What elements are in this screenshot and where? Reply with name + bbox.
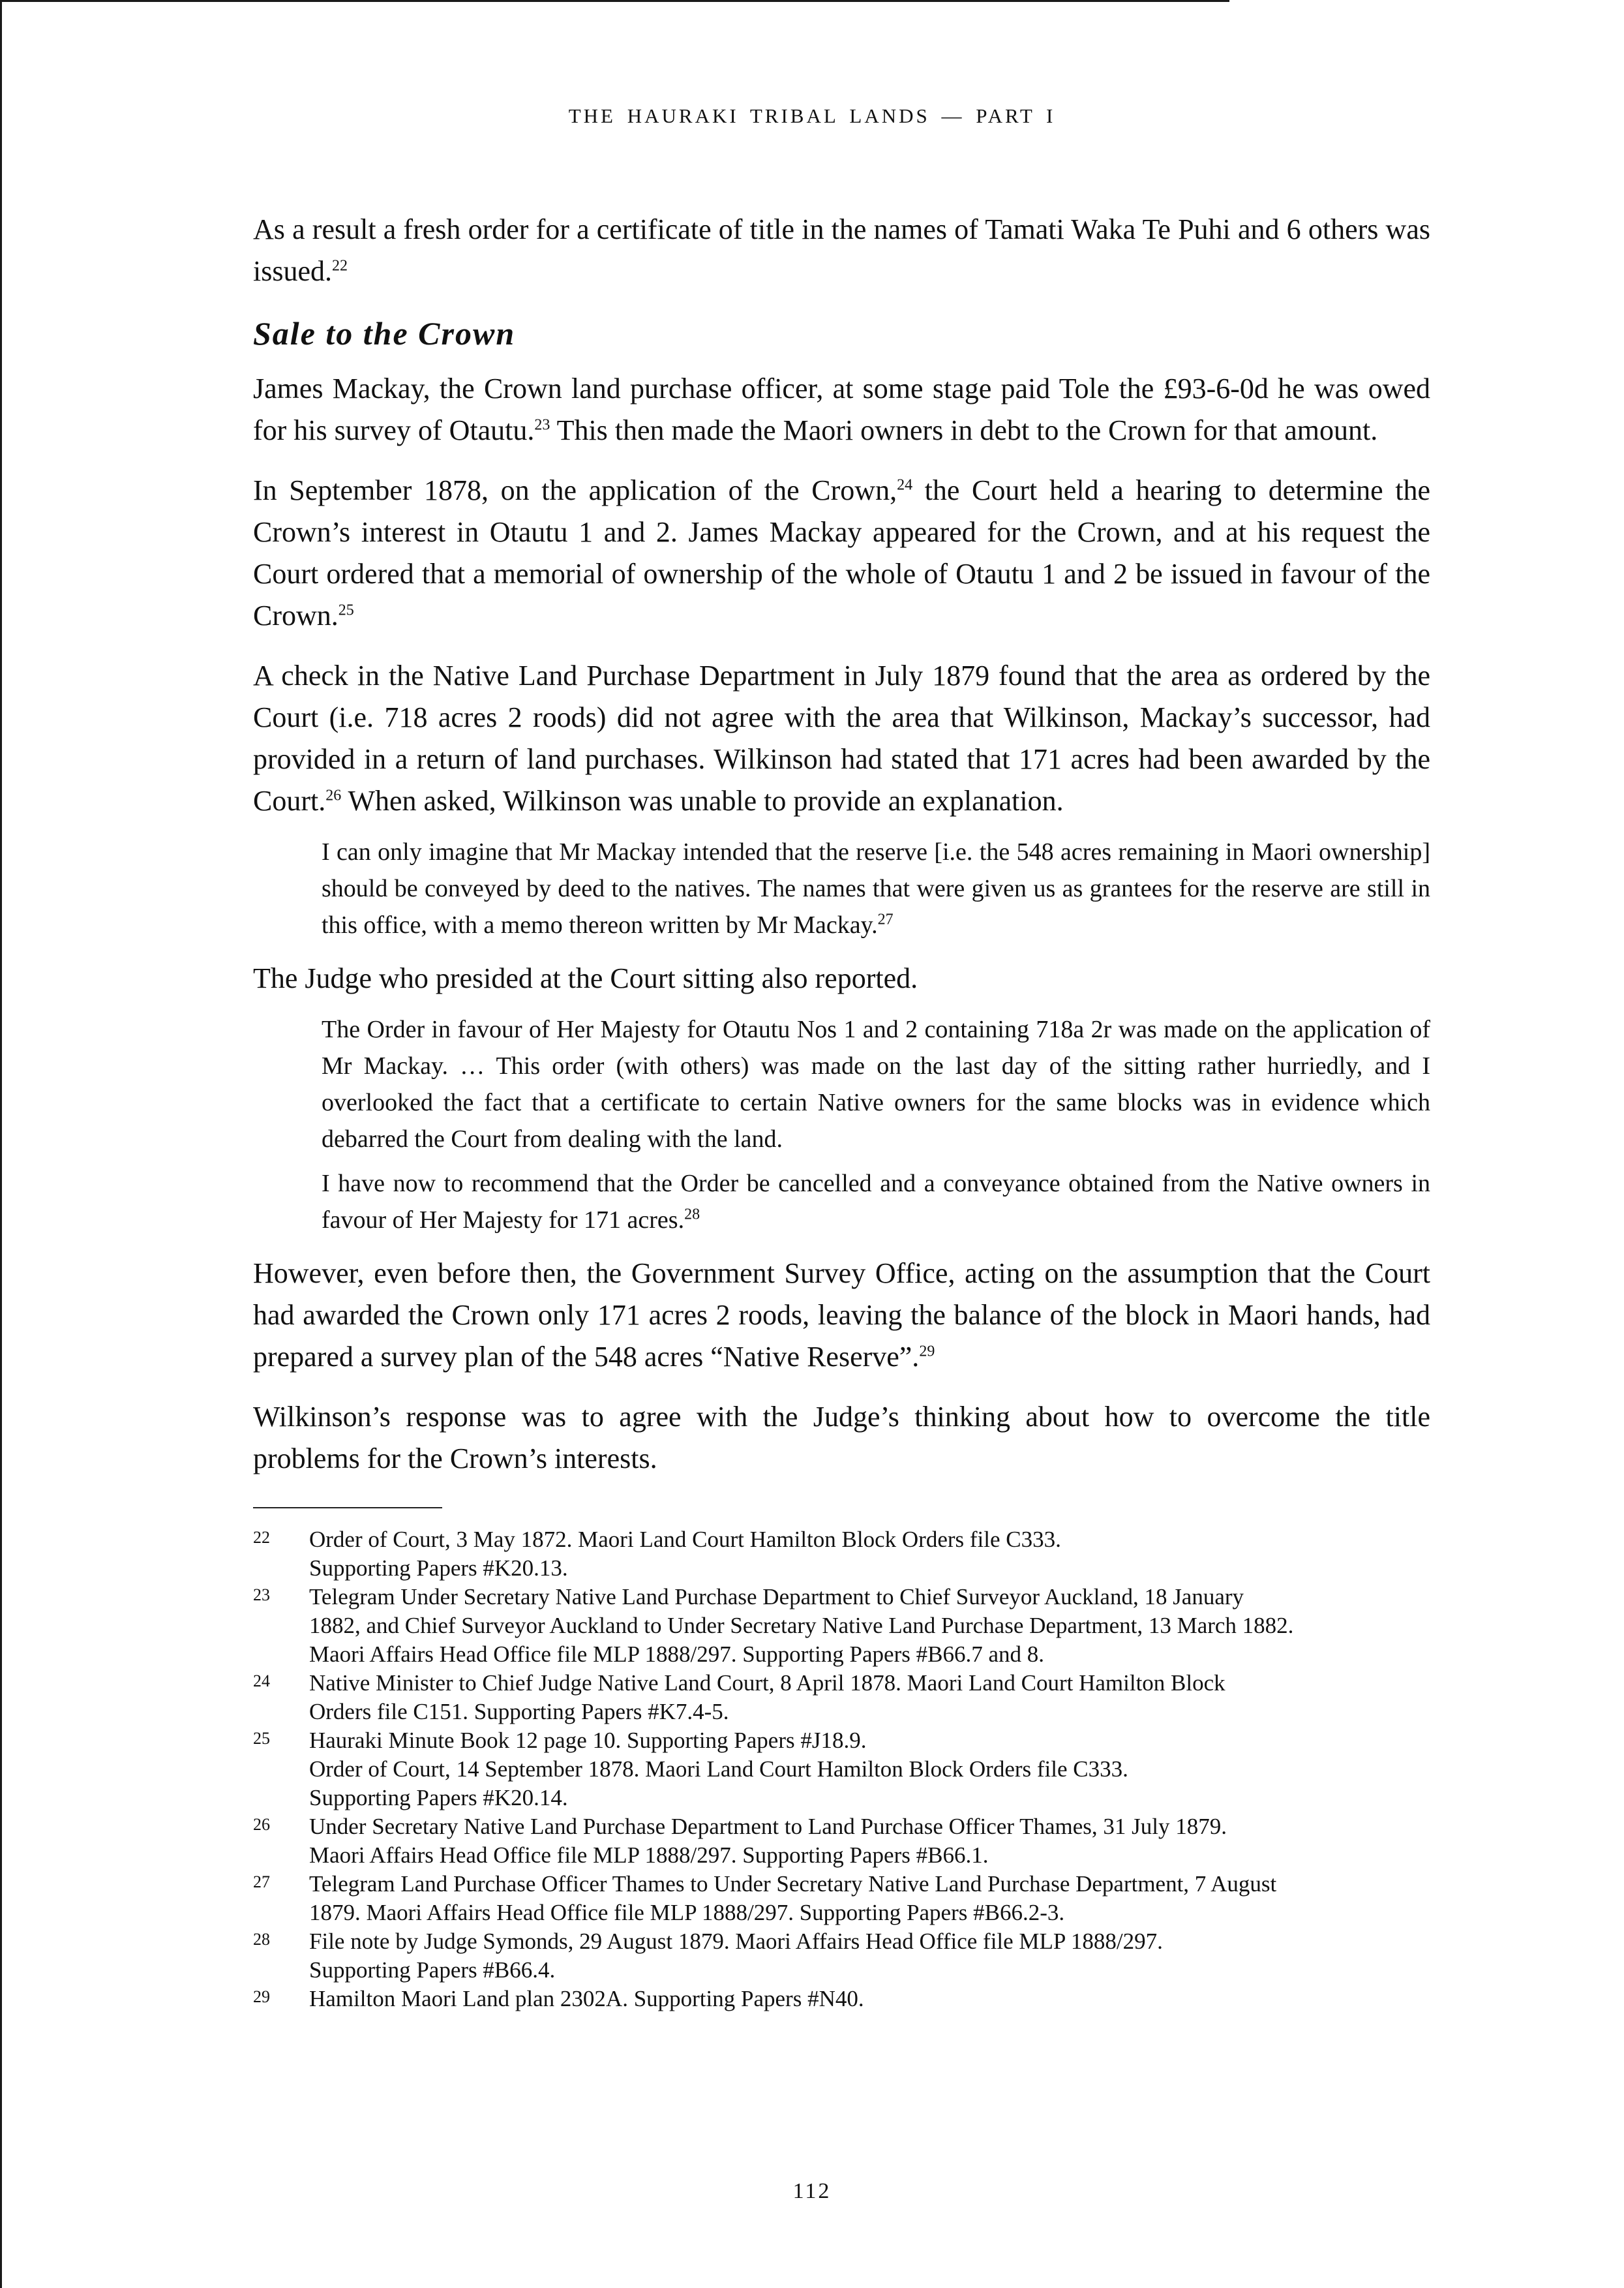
- footnote-ref: 26: [325, 787, 342, 804]
- footnote-ref: 23: [534, 416, 550, 434]
- quote-text: I can only imagine that Mr Mackay intended that the reserve [i.e. the 548 acres remaining in Maori ownership] should be conveyed by deed to the natives. The names that were given us as grantees for the reserve are still in this office, with a memo thereon written by Mr Mackay.: [322, 838, 1430, 939]
- paragraph: [253, 209, 1430, 292]
- footnote-text: [309, 1669, 1430, 1726]
- footnote-text: [309, 1812, 1430, 1870]
- footnote-line: Native Minister to Chief Judge Native Land Court, 8 April 1878. Maori Land Court Hamilton Block: [309, 1670, 1226, 1696]
- footnote-line: Telegram Under Secretary Native Land Purchase Department to Chief Surveyor Auckland, 18 January: [309, 1584, 1244, 1609]
- paragraph-text: James Mackay, the Crown land purchase officer, at some stage paid Tole the £93-6-0d he was owed for his survey of Otautu.: [253, 373, 1430, 446]
- paragraph: [253, 470, 1430, 637]
- footnote-line: 1882, and Chief Surveyor Auckland to Under Secretary Native Land Purchase Department, 13 March 1882.: [309, 1613, 1294, 1638]
- footnote-line: Maori Affairs Head Office file MLP 1888/297. Supporting Papers #B66.1.: [309, 1842, 989, 1868]
- footnote: [253, 1525, 1430, 1583]
- footnote-line: Supporting Papers #K20.14.: [309, 1785, 568, 1810]
- footnote-line: Under Secretary Native Land Purchase Department to Land Purchase Officer Thames, 31 July 1879.: [309, 1814, 1227, 1839]
- footnote-number: 29: [253, 1987, 270, 2006]
- paragraph-text: The Judge who presided at the Court sitting also reported.: [253, 962, 918, 994]
- paragraph-text: In September 1878, on the application of the Crown,: [253, 474, 897, 506]
- footnote-text: [309, 1927, 1430, 1985]
- paragraph: [253, 655, 1430, 822]
- paragraph: [253, 958, 1430, 999]
- footnote-line: Order of Court, 14 September 1878. Maori Land Court Hamilton Block Orders file C333.: [309, 1756, 1128, 1782]
- footnote-line: Telegram Land Purchase Officer Thames to Under Secretary Native Land Purchase Department, 7 August: [309, 1871, 1277, 1897]
- footnote-text: [309, 1525, 1430, 1583]
- paragraph: [253, 368, 1430, 451]
- paragraph-text: As a result a fresh order for a certificate of title in the names of Tamati Waka Te Puhi and 6 others was issued.: [253, 213, 1430, 287]
- footnote-number: 22: [253, 1528, 270, 1547]
- page-number: 112: [792, 2179, 832, 2203]
- footnote: [253, 1669, 1430, 1726]
- paragraph-text: When asked, Wilkinson was unable to provide an explanation.: [341, 785, 1064, 817]
- footnote-number: 27: [253, 1872, 270, 1891]
- section-heading: Sale to the Crown: [253, 315, 516, 352]
- footnote-line: Supporting Papers #K20.13.: [309, 1555, 568, 1581]
- footnote-line: Orders file C151. Supporting Papers #K7.4-5.: [309, 1699, 729, 1724]
- block-quote: [322, 834, 1430, 943]
- footnote-ref: 28: [684, 1206, 700, 1223]
- paragraph-text: the Court held a hearing to determine the Crown’s interest in Otautu 1 and 2. James Mackay appeared for the Crown, and at his request the Court ordered that a memorial of ownership of the whole of Otautu 1 and 2 be issued in favour of the Crown.: [253, 474, 1431, 632]
- paragraph-text: This then made the Maori owners in debt to the Crown for that amount.: [550, 414, 1378, 446]
- scan-edge-top: [0, 0, 1229, 2]
- footnote: [253, 1583, 1430, 1669]
- quote-text: The Order in favour of Her Majesty for Otautu Nos 1 and 2 containing 718a 2r was made on the application of Mr Mackay. … This order (with others) was made on the last day of the sitting rather hurriedly, and I overlooked the fact that a certificate to certain Native owners for the same blocks was in evidence which debarred the Court from dealing with the land.: [322, 1016, 1430, 1153]
- paragraph-text: Wilkinson’s response was to agree with the Judge’s thinking about how to overcome the title problems for the Crown’s interests.: [253, 1401, 1430, 1474]
- footnote-text: [309, 1870, 1430, 1927]
- footnote: [253, 1985, 1430, 2013]
- footnote: [253, 1870, 1430, 1927]
- body-text: [253, 209, 1430, 2013]
- footnote-number: 26: [253, 1815, 270, 1834]
- footnote-ref: 25: [338, 602, 354, 619]
- block-quote: [322, 1011, 1430, 1157]
- quote-text: I have now to recommend that the Order be cancelled and a conveyance obtained from the Native owners in favour of Her Majesty for 171 acres.: [322, 1170, 1430, 1234]
- paragraph: [253, 1396, 1430, 1480]
- footnote-text: [309, 1726, 1430, 1812]
- running-head: THE HAURAKI TRIBAL LANDS — PART I: [568, 104, 1056, 127]
- footnote-ref: 27: [877, 911, 894, 928]
- footnote-number: 24: [253, 1671, 270, 1690]
- paragraph-text: However, even before then, the Government Survey Office, acting on the assumption that the Court had awarded the Crown only 171 acres 2 roods, leaving the balance of the block in Maori hands, had prepared a survey plan of the 548 acres “Native Reserve”.: [253, 1257, 1430, 1373]
- footnote-line: Hamilton Maori Land plan 2302A. Supporting Papers #N40.: [309, 1986, 864, 2011]
- footnote-line: 1879. Maori Affairs Head Office file MLP 1888/297. Supporting Papers #B66.2-3.: [309, 1900, 1065, 1925]
- footnote-text: [309, 1583, 1430, 1669]
- footnote-separator: [253, 1507, 442, 1508]
- footnote-number: 23: [253, 1585, 270, 1604]
- paragraph: [253, 1253, 1430, 1378]
- footnote: [253, 1927, 1430, 1985]
- footnote-line: Maori Affairs Head Office file MLP 1888/297. Supporting Papers #B66.7 and 8.: [309, 1641, 1044, 1667]
- footnote: [253, 1726, 1430, 1812]
- footnote-line: Order of Court, 3 May 1872. Maori Land Court Hamilton Block Orders file C333.: [309, 1527, 1061, 1552]
- footnote: [253, 1812, 1430, 1870]
- footnote-text: [309, 1985, 1430, 2013]
- footnote-line: Hauraki Minute Book 12 page 10. Supporting Papers #J18.9.: [309, 1728, 867, 1753]
- scan-edge-left: [0, 0, 2, 2288]
- footnote-ref: 29: [919, 1343, 935, 1360]
- footnote-ref: 24: [897, 476, 913, 494]
- block-quote: [322, 1165, 1430, 1238]
- footnotes: [253, 1525, 1430, 2013]
- footnote-number: 25: [253, 1729, 270, 1748]
- footnote-line: Supporting Papers #B66.4.: [309, 1957, 556, 1983]
- footnote-number: 28: [253, 1930, 270, 1949]
- paragraph-text: A check in the Native Land Purchase Department in July 1879 found that the area as ordered by the Court (i.e. 718 acres 2 roods) did not agree with the area that Wilkinson, Mackay’s successor, had provided in a return of land purchases. Wilkinson had stated that 171 acres had been awarded by the Court.: [253, 660, 1430, 817]
- footnote-line: File note by Judge Symonds, 29 August 1879. Maori Affairs Head Office file MLP 1888/297.: [309, 1929, 1163, 1954]
- footnote-ref: 22: [332, 257, 348, 275]
